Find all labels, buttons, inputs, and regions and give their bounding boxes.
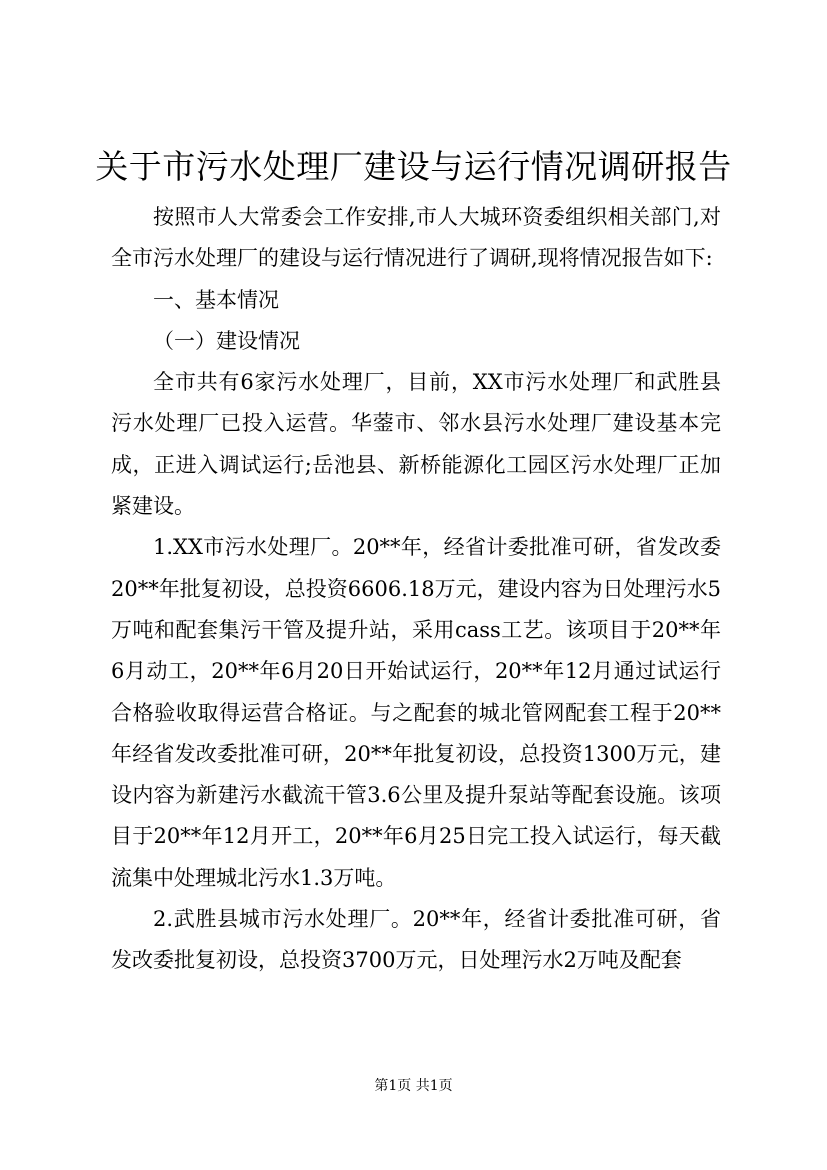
subsection-heading-construction: （一）建设情况: [153, 328, 300, 353]
section-heading-basic-situation: 一、基本情况: [153, 287, 279, 312]
city-plant-paragraph: 1.XX市污水处理厂。20**年，经省计委批准可研，省发改委20**年批复初设，总投资6606.18万元，建设内容为日处理污水5万吨和配套集污干管及提升站，采用cass工艺。该项目于20**年6月动工，20**年6月20日开始试运行，20**年12月通过试运行合格验收取得运营合格证。与之配套的城北管网配套工程于20**年经省发改委批准可研，20**年批复初设，总投资1300万元，建设内容为新建污水截流干管3.6公里及提升泵站等配套设施。该项目于20**年12月开工，20**年6月25日完工投入试运行，每天截流集中处理城北污水1.3万吨。: [111, 535, 721, 890]
intro-paragraph: 按照市人大常委会工作安排,市人大城环资委组织相关部门,对全市污水处理厂的建设与运行情况进行了调研,现将情况报告如下:: [111, 205, 721, 271]
overview-paragraph: 全市共有6家污水处理厂，目前，XX市污水处理厂和武胜县污水处理厂已投入运营。华蓥市、邻水县污水处理厂建设基本完成，正进入调试运行;岳池县、新桥能源化工园区污水处理厂正加紧建设。: [111, 370, 721, 519]
document-title: 关于市污水处理厂建设与运行情况调研报告: [95, 147, 732, 186]
page-footer: 第1页 共1页: [374, 1078, 453, 1094]
wusheng-plant-paragraph: 2.武胜县城市污水处理厂。20**年，经省计委批准可研，省发改委批复初设，总投资3700万元，日处理污水2万吨及配套: [111, 907, 721, 973]
document-body: [111, 197, 721, 982]
